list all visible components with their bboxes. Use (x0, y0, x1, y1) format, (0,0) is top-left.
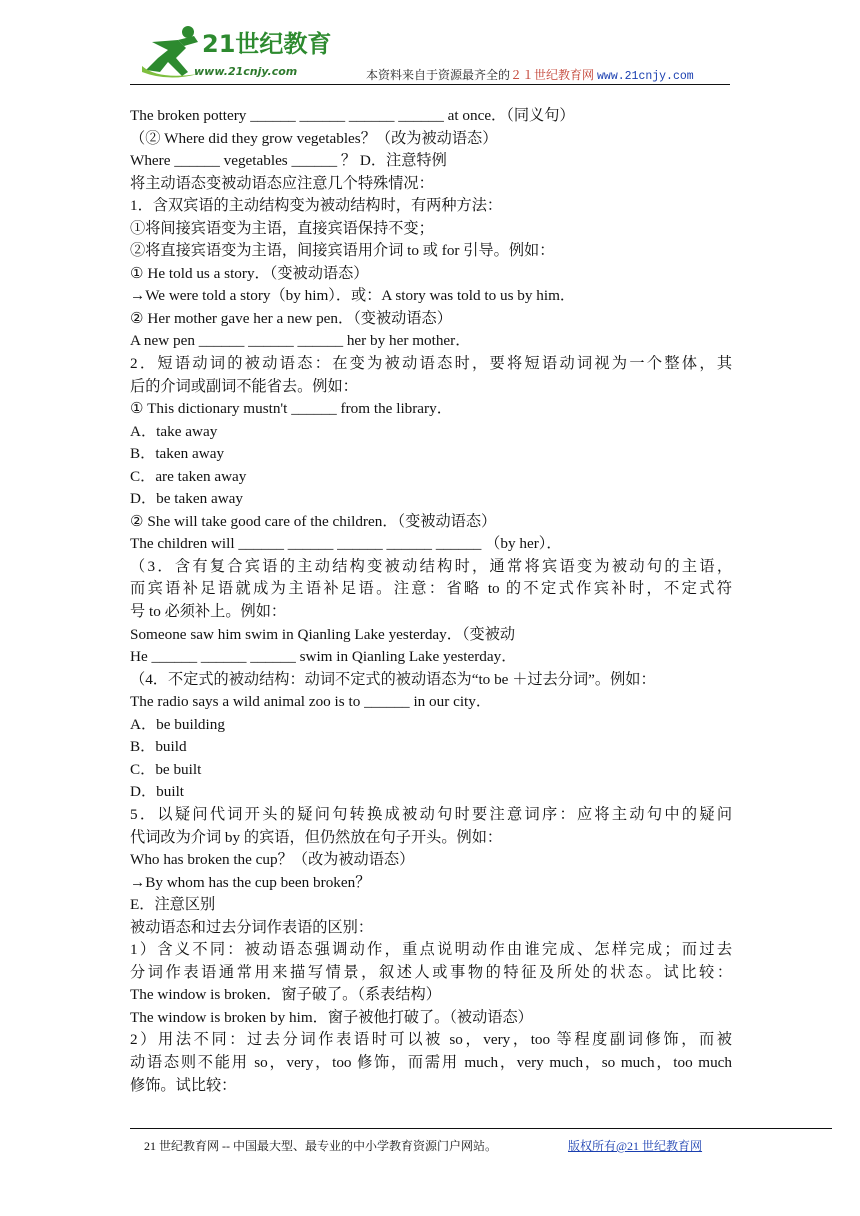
text-line: （3．含有复合宾语的主动结构变被动结构时，通常将宾语变为被动句的主语， (130, 557, 732, 575)
option-a: A．take away (130, 422, 218, 440)
option-a: A．be building (130, 715, 225, 733)
header-source-note (366, 66, 694, 83)
option-b: B．build (130, 738, 187, 756)
text-line: 分词作表语通常用来描写情景，叙述人或事物的特征及所处的状态。试比较： (130, 963, 732, 981)
text-line: →We were told a story（by him）．或：A story was told to us by him． (130, 287, 576, 305)
option-d: D．be taken away (130, 490, 244, 508)
text-line: Where ______ vegetables ______ ？ D．注意特例 (130, 152, 447, 170)
text-line: ② She will take good care of the children．（变被动语态） (130, 512, 497, 530)
text-line: （4．不定式的被动结构：动词不定式的被动语态为“to be ＋过去分词”。例如： (130, 670, 656, 688)
footer-site-description: 21 世纪教育网 -- 中国最大型、最专业的中小学教育资源门户网站。 (144, 1139, 497, 1153)
document-body (130, 105, 732, 1097)
option-b: B．taken away (130, 445, 225, 463)
text-line: 1．含双宾语的主动结构变为被动结构时，有两种方法： (130, 197, 503, 215)
header-note-url[interactable]: www.21cnjy.com (597, 70, 694, 83)
header-divider (130, 84, 730, 85)
text-line: The window is broken by him．窗子被他打破了。（被动语态） (130, 1008, 533, 1026)
option-c: C．are taken away (130, 467, 247, 485)
text-line: ② Her mother gave her a new pen．（变被动语态） (130, 309, 452, 327)
footer-copyright-link[interactable]: 版权所有@21 世纪教育网 (568, 1139, 703, 1153)
text-line: 5．以疑问代词开头的疑问句转换成被动句时要注意词序：应将主动句中的疑问 (130, 805, 732, 823)
text-line: He ______ ______ ______ swim in Qianling Lake yesterday． (130, 648, 517, 666)
text-line: 动语态则不能用 so，very，too 修饰，而需用 much，very much，so much，too much (130, 1053, 732, 1071)
text-line: ①将间接宾语变为主语，直接宾语保持不变； (130, 219, 434, 237)
logo-url: www.21cnjy.com (194, 65, 298, 78)
footer-divider (130, 1128, 832, 1129)
header-note-prefix: 本资料来自于资源最齐全的 (366, 68, 511, 82)
text-line: The radio says a wild animal zoo is to ______ in our city． (130, 693, 492, 711)
text-line: Someone saw him swim in Qianling Lake yesterday．（变被动 (130, 625, 516, 643)
text-line: 后的介词或副词不能省去。例如： (130, 377, 358, 395)
text-line: The children will ______ ______ ______ ______ ______ （by her）． (130, 535, 562, 553)
page-header (0, 0, 860, 90)
text-line: 修饰。试比较： (130, 1076, 237, 1094)
text-line: ②将直接宾语变为主语，间接宾语用介词 to 或 for 引导。例如： (130, 242, 555, 260)
text-line: （② Where did they grow vegetables？（改为被动语态） (130, 129, 498, 147)
logo-title: 21世纪教育 (202, 30, 332, 58)
text-line: →By whom has the cup been broken？ (130, 873, 371, 891)
option-d: D．built (130, 783, 185, 801)
text-line: Who has broken the cup？（改为被动语态） (130, 851, 415, 869)
text-line: 2．短语动词的被动语态：在变为被动语态时，要将短语动词视为一个整体，其 (130, 355, 732, 373)
text-line: 而宾语补足语就成为主语补足语。注意：省略 to 的不定式作宾补时，不定式符 (130, 580, 732, 598)
text-line: The broken pottery ______ ______ ______ ______ at once．（同义句） (130, 107, 575, 124)
text-line: 号 to 必须补上。例如： (130, 603, 287, 621)
text-line: 2）用法不同：过去分词作表语时可以被 so，very，too 等程度副词修饰，而被 (130, 1031, 732, 1049)
text-line: 将主动语态变被动语态应注意几个特殊情况： (130, 174, 434, 192)
option-c: C．be built (130, 760, 202, 778)
header-note-site[interactable]: ２１世纪教育网 (510, 68, 595, 82)
text-line: 代词改为介词 by 的宾语，但仍然放在句子开头。例如： (130, 828, 503, 846)
text-line: ① This dictionary mustn't ______ from the library． (130, 400, 452, 418)
text-line: 1）含义不同：被动语态强调动作，重点说明动作由谁完成、怎样完成；而过去 (130, 941, 732, 959)
section-heading: E．注意区别 (130, 896, 216, 914)
page-footer (144, 1137, 703, 1154)
text-line: The window is broken．窗子破了。（系表结构） (130, 986, 441, 1004)
text-line: A new pen ______ ______ ______ her by her mother． (130, 332, 471, 350)
site-logo[interactable] (138, 22, 338, 84)
text-line: 被动语态和过去分词作表语的区别： (130, 918, 373, 936)
text-line: ① He told us a story．（变被动语态） (130, 264, 369, 282)
